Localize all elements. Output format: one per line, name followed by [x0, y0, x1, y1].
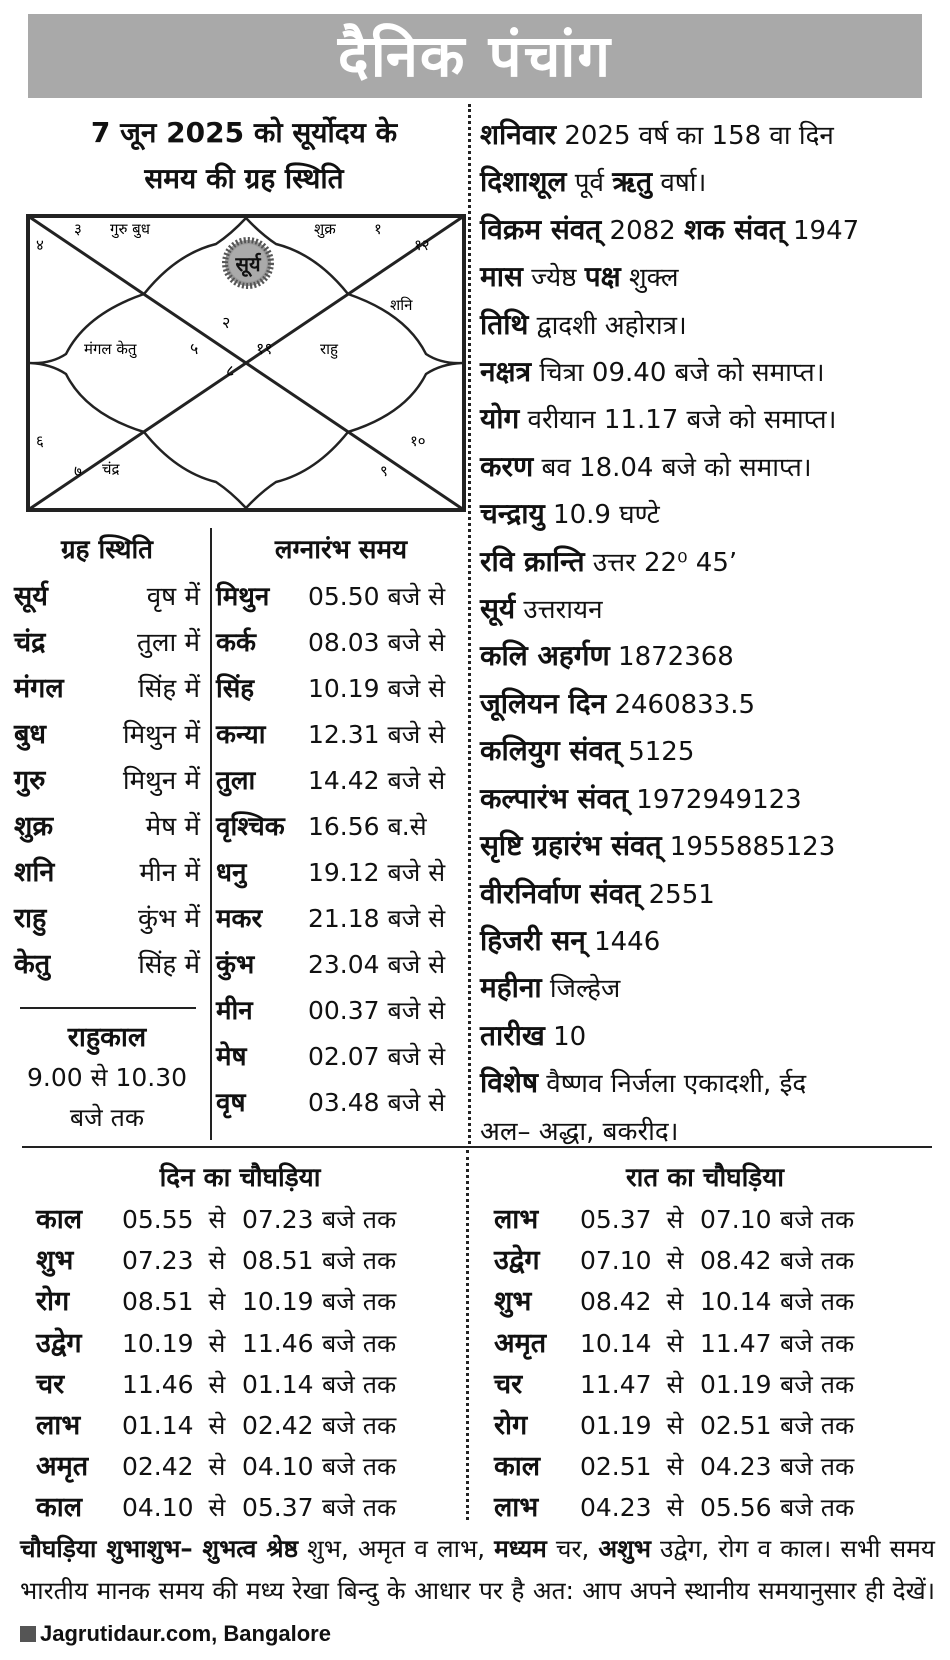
time-to: 04.23 [700, 1452, 772, 1482]
lagna-sign: वृश्चिक [216, 812, 285, 842]
info-value: 1972949123 [628, 784, 802, 815]
tak-label: बजे तक [780, 1369, 855, 1399]
planet-name: केतु [14, 949, 51, 980]
info-value: ज्येष्ठ [522, 263, 585, 294]
info-value: बव 18.04 बजे को समाप्त। [533, 452, 812, 483]
time-to: 08.42 [700, 1246, 772, 1276]
column-divider [468, 104, 471, 1144]
time-to: 05.37 [242, 1493, 314, 1523]
se-label: से [666, 1246, 684, 1276]
tak-label: बजे तक [780, 1205, 855, 1234]
planet-name: राहु [14, 903, 47, 934]
planet-sign: मीन में [139, 858, 200, 888]
tak-label: बजे तक [322, 1452, 397, 1482]
se-label: से [208, 1410, 226, 1440]
time-from: 05.37 [580, 1205, 652, 1234]
choghadiya-row [494, 1240, 854, 1281]
lagna-sign: मिथुन [216, 582, 270, 612]
time-to: 05.56 [700, 1493, 772, 1523]
info-value-2: वर्षा। [652, 168, 707, 199]
time-to: 10.14 [700, 1287, 772, 1317]
se-label: से [666, 1493, 684, 1523]
house-6-number: ६ [36, 432, 44, 450]
time-from: 08.42 [580, 1287, 652, 1317]
graha-row [14, 620, 200, 666]
choghadiya-row [36, 1487, 396, 1528]
choghadiya-name: लाभ [494, 1204, 539, 1235]
chart-title-line2: समय की ग्रह स्थिति [144, 162, 344, 195]
rahukaal-box [14, 1018, 200, 1138]
se-label: से [666, 1287, 684, 1317]
info-label: मास [480, 260, 523, 294]
lagna-row [216, 942, 466, 988]
tak-label: बजे तक [322, 1287, 397, 1317]
time-from: 05.55 [122, 1205, 194, 1234]
info-value-2: शुक्ल [620, 263, 679, 294]
tak-label: बजे तक [322, 1246, 397, 1276]
tak-label: बजे तक [780, 1246, 855, 1276]
info-label-2: पक्ष [584, 260, 621, 294]
graha-row [14, 574, 200, 620]
graha-row [14, 942, 200, 988]
info-value: चित्रा 09.40 बजे को समाप्त। [531, 358, 825, 389]
time-from: 04.23 [580, 1493, 652, 1523]
info-row [480, 159, 942, 206]
info-value: 2460833.5 [606, 689, 756, 720]
planet-name: शुक्र [14, 811, 54, 842]
info-label: कल्पारंभ संवत् [480, 781, 629, 815]
se-label: से [208, 1205, 226, 1234]
time-from: 07.23 [122, 1246, 194, 1276]
page-title: दैनिक पंचांग [28, 14, 922, 98]
se-label: से [666, 1369, 684, 1399]
time-to: 10.19 [242, 1287, 314, 1317]
info-row [480, 1108, 942, 1155]
house-8-number: ८ [226, 361, 235, 380]
choghadiya-row [494, 1199, 854, 1240]
lagna-sign: कर्क [216, 628, 256, 658]
lagna-time: 14.42 बजे से [308, 766, 446, 795]
tak-label: बजे तक [322, 1328, 397, 1358]
se-label: से [666, 1328, 684, 1358]
house-10-planets: राहु [320, 340, 338, 358]
choghadiya-name: उद्वेग [494, 1245, 540, 1277]
planet-sign: सिंह में [138, 950, 200, 980]
site-credit: Jagrutidaur.com, Bangalore [40, 1621, 331, 1646]
tak-label: बजे तक [322, 1410, 397, 1440]
graha-row [14, 758, 200, 804]
choghadiya-row [494, 1487, 854, 1528]
info-value: जिल्हेज [541, 974, 621, 1005]
choghadiya-row [36, 1323, 396, 1364]
house-1-planets: शुक्र [314, 220, 336, 238]
time-to: 02.51 [700, 1410, 772, 1440]
house-3-number: ३ [74, 220, 82, 238]
rahukaal-suffix: बजे तक [69, 1103, 145, 1132]
lagna-time: 16.56 ब.से [308, 812, 427, 841]
house-5-planets: मंगल केतु [84, 340, 137, 358]
info-value: 1872368 [609, 642, 734, 673]
lagna-time: 12.31 बजे से [308, 720, 446, 749]
choghadiya-row [494, 1364, 854, 1405]
info-label: चन्द्रायु [480, 497, 545, 531]
time-from: 10.19 [122, 1328, 194, 1358]
choghadiya-name: काल [36, 1204, 83, 1235]
info-row [480, 444, 942, 491]
se-label: से [208, 1328, 226, 1358]
horoscope-chart [26, 214, 466, 512]
choghadiya-name: उद्वेग [36, 1327, 82, 1359]
rahukaal-time: 9.00 से 10.30 [26, 1063, 188, 1092]
time-from: 07.10 [580, 1246, 652, 1276]
planet-sign: कुंभ में [137, 904, 200, 934]
time-from: 02.42 [122, 1452, 194, 1482]
info-label-2: शक संवत् [683, 212, 785, 246]
planet-name: सूर्य [14, 581, 48, 612]
house-2-number: २ [222, 313, 231, 332]
info-row [480, 349, 942, 396]
lagna-row [216, 1034, 466, 1080]
choghadiya-row [494, 1281, 854, 1322]
info-value: उत्तरायन [515, 595, 603, 626]
time-to: 01.19 [700, 1369, 772, 1399]
info-value: 1446 [585, 926, 661, 957]
lagna-row [216, 988, 466, 1034]
info-label: रवि क्रान्ति [480, 544, 585, 578]
footer-text-3: उद्वेग, रोग व काल। सभी समय भारतीय मानक समय की मध्य रेखा बिन्दु के आधार पर है अत: आप अपने स्थानीय समयानुसार ही देखें। [20, 1534, 935, 1605]
info-row [480, 254, 942, 301]
info-label: विशेष [480, 1066, 539, 1100]
tak-label: बजे तक [780, 1410, 855, 1440]
graha-heading: ग्रह स्थिति [60, 535, 154, 565]
info-label: दिशाशूल [480, 165, 567, 199]
choghadiya-name: काल [494, 1451, 541, 1483]
info-label: विक्रम संवत् [480, 212, 602, 246]
house-7-number: ७ [74, 462, 82, 480]
planet-sign: सिंह में [138, 674, 200, 704]
se-label: से [666, 1452, 684, 1482]
tak-label: बजे तक [322, 1205, 397, 1234]
house-10-number: १० [410, 432, 426, 450]
lagna-row [216, 850, 466, 896]
choghadiya-name: शुभ [494, 1286, 532, 1318]
footer-text-2: चर, [546, 1534, 599, 1563]
info-value: वरीयान 11.17 बजे को समाप्त। [519, 405, 837, 436]
house-5-number: ५ [190, 339, 199, 358]
planet-name: गुरु [14, 765, 46, 796]
info-row [480, 918, 942, 965]
lagna-time: 05.50 बजे से [308, 582, 446, 611]
info-value: 2082 [601, 215, 684, 246]
planet-sign: मिथुन में [122, 720, 200, 750]
se-label: से [208, 1246, 226, 1276]
choghadiya-divider [466, 1150, 469, 1520]
footer-text-1: शुभ, अमृत व लाभ, [298, 1534, 495, 1563]
info-value: 10 [544, 1021, 587, 1052]
graha-row [14, 896, 200, 942]
rahukaal-divider [20, 1007, 196, 1009]
info-row [480, 396, 942, 443]
tak-label: बजे तक [322, 1369, 397, 1399]
time-from: 10.14 [580, 1328, 652, 1358]
info-label: सूर्य [480, 592, 516, 626]
footer-bold-3: अशुभ [598, 1534, 651, 1563]
info-label: तारीख [480, 1018, 545, 1052]
choghadiya-name: अमृत [36, 1451, 89, 1483]
info-label-2: ऋतु [612, 165, 653, 199]
graha-row [14, 666, 200, 712]
lagna-row [216, 896, 466, 942]
info-label: महीना [480, 971, 542, 1005]
graha-row [14, 712, 200, 758]
house-12-number: १२ [414, 236, 430, 254]
info-row [480, 823, 942, 870]
time-to: 11.46 [242, 1328, 314, 1358]
choghadiya-row [494, 1446, 854, 1487]
lagna-sign: सिंह [216, 674, 255, 704]
se-label: से [666, 1410, 684, 1440]
lagna-time: 03.48 बजे से [308, 1088, 446, 1117]
night-choghadiya-table [494, 1199, 854, 1529]
choghadiya-name: काल [36, 1492, 83, 1524]
planet-name: मंगल [14, 673, 64, 704]
info-row [480, 1013, 942, 1060]
rahukaal-heading: राहुकाल [67, 1022, 147, 1053]
time-from: 01.19 [580, 1410, 652, 1440]
choghadiya-row [36, 1281, 396, 1322]
info-label: कलि अहर्गण [480, 639, 610, 673]
time-to: 01.14 [242, 1369, 314, 1399]
choghadiya-row [36, 1446, 396, 1487]
info-value: 5125 [619, 737, 695, 768]
choghadiya-row [36, 1240, 396, 1281]
lagna-sign: कुंभ [216, 950, 255, 980]
chart-title [20, 110, 468, 202]
info-row [480, 539, 942, 586]
time-to: 07.10 [700, 1205, 772, 1234]
info-row [480, 776, 942, 823]
time-from: 02.51 [580, 1452, 652, 1482]
choghadiya-name: रोग [494, 1409, 528, 1441]
square-icon [20, 1626, 36, 1642]
choghadiya-row [494, 1405, 854, 1446]
choghadiya-name: लाभ [36, 1409, 81, 1441]
lagna-sign: कन्या [216, 720, 266, 750]
time-from: 01.14 [122, 1410, 194, 1440]
info-row [480, 633, 942, 680]
night-choghadiya-heading: रात का चौघड़िया [625, 1163, 785, 1193]
info-row [480, 586, 942, 633]
info-value-2: 1947 [784, 215, 860, 246]
lagna-row [216, 574, 466, 620]
choghadiya-name: अमृत [494, 1327, 547, 1359]
tak-label: बजे तक [780, 1328, 855, 1358]
time-to: 07.23 [242, 1205, 314, 1234]
choghadiya-row [36, 1199, 396, 1240]
lagna-row [216, 758, 466, 804]
lagna-time: 10.19 बजे से [308, 674, 446, 703]
info-label: योग [480, 402, 520, 436]
info-label: वीरनिर्वाण संवत् [480, 876, 641, 910]
info-row [480, 871, 942, 918]
info-row [480, 728, 942, 775]
choghadiya-name: लाभ [494, 1492, 539, 1524]
info-row [480, 965, 942, 1012]
info-row [480, 681, 942, 728]
info-value: पूर्व [566, 168, 613, 199]
info-row [480, 112, 942, 159]
lagna-row [216, 666, 466, 712]
time-from: 11.46 [122, 1369, 194, 1399]
lagna-sign: धनु [216, 858, 247, 888]
info-value: 2025 वर्ष का 158 वा दिन [556, 121, 834, 151]
time-to: 04.10 [242, 1452, 314, 1482]
choghadiya-name: शुभ [36, 1245, 74, 1277]
info-value: 2551 [640, 879, 715, 910]
lagna-row [216, 1080, 466, 1126]
tak-label: बजे तक [780, 1287, 855, 1317]
info-label: नक्षत्र [480, 355, 532, 389]
house-11-planets: शनि [390, 296, 413, 314]
house-3-planets: गुरु बुध [110, 220, 150, 238]
house-1-number: १ [374, 220, 382, 238]
lagna-row [216, 620, 466, 666]
footer-bold-2: मध्यम [494, 1534, 547, 1563]
panchang-info-list [480, 112, 942, 1155]
choghadiya-row [494, 1323, 854, 1364]
choghadiya-name: चर [36, 1368, 65, 1400]
planet-name: चंद्र [14, 627, 46, 658]
planet-sign: मिथुन में [122, 766, 200, 796]
footer-note [20, 1528, 935, 1655]
graha-table [14, 574, 200, 988]
planet-name: शनि [14, 857, 55, 888]
lagna-heading: लग्नारंभ समय [274, 535, 408, 565]
tak-label: बजे तक [780, 1452, 855, 1482]
house-7-planets: चंद्र [102, 460, 120, 478]
lagna-time: 00.37 बजे से [308, 996, 446, 1025]
house-4-number: ४ [36, 236, 44, 254]
info-label: करण [480, 449, 534, 483]
day-choghadiya-table [36, 1199, 396, 1529]
time-to: 08.51 [242, 1246, 314, 1276]
info-label: जूलियन दिन [480, 686, 607, 720]
time-from: 08.51 [122, 1287, 194, 1317]
info-label: कलियुग संवत् [480, 734, 620, 768]
lagna-row [216, 804, 466, 850]
info-value: उत्तर 22⁰ 45’ [584, 547, 738, 578]
info-label: तिथि [480, 307, 529, 341]
se-label: से [208, 1452, 226, 1482]
lagna-sign: मेष [216, 1042, 247, 1072]
info-label: सृष्टि ग्रहारंभ संवत् [480, 829, 662, 863]
se-label: से [208, 1493, 226, 1523]
graha-row [14, 804, 200, 850]
choghadiya-name: चर [494, 1368, 523, 1400]
info-row [480, 1060, 942, 1107]
info-row [480, 302, 942, 349]
lagna-sign: मकर [216, 904, 263, 934]
lagna-time: 02.07 बजे से [308, 1042, 446, 1071]
info-value: वैष्णव निर्जला एकादशी, ईद [538, 1069, 807, 1100]
planet-sign: मेष में [145, 812, 200, 842]
info-label: शनिवार [480, 118, 557, 151]
choghadiya-name: रोग [36, 1286, 70, 1318]
choghadiya-row [36, 1364, 396, 1405]
se-label: से [208, 1287, 226, 1317]
lagna-sign: तुला [216, 766, 256, 796]
info-value: 10.9 घण्टे [544, 500, 660, 531]
info-value: अल– अद्धा, बकरीद। [480, 1116, 679, 1147]
tak-label: बजे तक [322, 1493, 397, 1523]
house-9-number: ९ [380, 462, 388, 480]
time-from: 04.10 [122, 1493, 194, 1523]
se-label: से [666, 1205, 684, 1234]
sun-label: सूर्य [235, 252, 261, 276]
lagna-sign: वृष [216, 1088, 246, 1118]
planet-sign: वृष में [146, 582, 200, 612]
time-to: 02.42 [242, 1410, 314, 1440]
graha-row [14, 850, 200, 896]
info-value: 1955885123 [661, 832, 836, 863]
lagna-sign: मीन [216, 996, 253, 1026]
time-from: 11.47 [580, 1369, 652, 1399]
chart-title-line1: 7 जून 2025 को सूर्योदय के [90, 116, 398, 149]
info-row [480, 491, 942, 538]
lagna-time: 23.04 बजे से [308, 950, 446, 979]
lagna-time: 21.18 बजे से [308, 904, 446, 933]
lagna-time: 19.12 बजे से [308, 858, 446, 887]
time-to: 11.47 [700, 1328, 772, 1358]
info-label: हिजरी सन् [480, 923, 586, 957]
table-divider [210, 528, 212, 1140]
footer-bold-1: चौघड़िया शुभाशुभ– शुभत्व श्रेष्ठ [20, 1534, 299, 1563]
se-label: से [208, 1369, 226, 1399]
tak-label: बजे तक [780, 1493, 855, 1523]
lagna-table [216, 574, 466, 1126]
planet-name: बुध [14, 719, 47, 750]
lagna-time: 08.03 बजे से [308, 628, 446, 657]
day-choghadiya-heading: दिन का चौघड़िया [159, 1163, 321, 1193]
choghadiya-row [36, 1405, 396, 1446]
house-11-number: ११ [256, 339, 273, 358]
info-row [480, 207, 942, 254]
info-value: द्वादशी अहोरात्र। [528, 310, 687, 341]
lagna-row [216, 712, 466, 758]
planet-sign: तुला में [137, 628, 200, 658]
